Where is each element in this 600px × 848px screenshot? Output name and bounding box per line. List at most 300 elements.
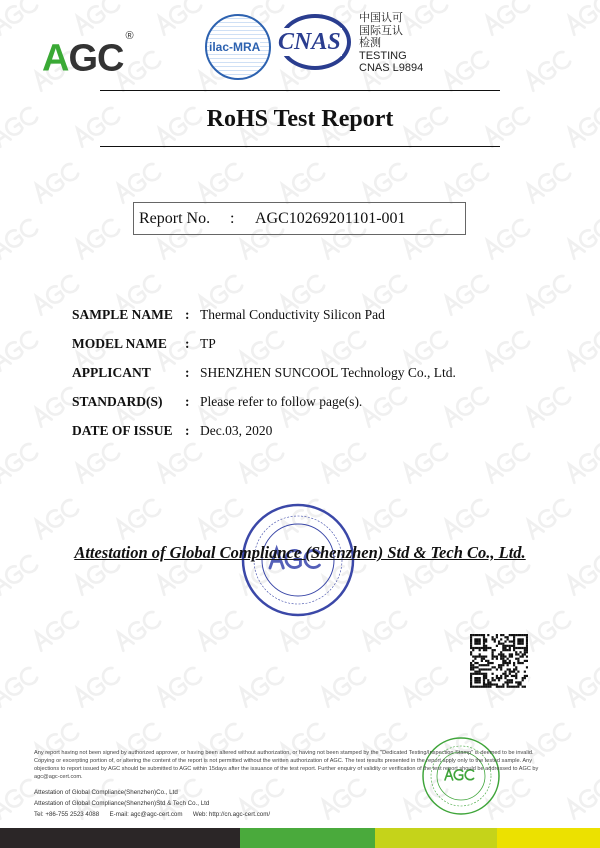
qr-module [509, 656, 511, 658]
qr-module [472, 647, 474, 649]
qr-module [481, 658, 483, 660]
qr-module [487, 668, 489, 670]
qr-module [483, 686, 485, 688]
qr-module [507, 645, 509, 647]
qr-module [519, 640, 521, 642]
qr-module [494, 683, 496, 685]
qr-module [494, 679, 496, 681]
ilac-logo-text: ilac-MRA [209, 40, 261, 54]
page-title: RoHS Test Report [206, 106, 394, 132]
qr-module [515, 658, 517, 660]
qr-module [519, 651, 521, 653]
qr-module [522, 686, 524, 688]
qr-module [504, 656, 506, 658]
qr-module [500, 675, 502, 677]
watermark-mark [0, 777, 39, 819]
qr-module [507, 636, 509, 638]
qr-module [474, 679, 476, 681]
agc-logo-gc: GC [68, 37, 124, 80]
watermark-mark [564, 329, 600, 371]
qr-module [517, 640, 519, 642]
qr-module [496, 677, 498, 679]
qr-module [476, 679, 478, 681]
qr-module [526, 656, 528, 658]
qr-module [476, 656, 478, 658]
qr-module [489, 668, 491, 670]
qr-module [524, 653, 526, 655]
qr-module [485, 647, 487, 649]
qr-module [483, 681, 485, 683]
qr-module [515, 647, 517, 649]
qr-module [472, 634, 474, 636]
qr-module [492, 677, 494, 679]
qr-module [500, 638, 502, 640]
qr-module [504, 640, 506, 642]
qr-module [485, 686, 487, 688]
qr-module [522, 643, 524, 645]
qr-module [507, 686, 509, 688]
qr-module [526, 666, 528, 668]
field-sample-name [72, 307, 532, 325]
qr-module [511, 634, 513, 636]
report-no-label: Report No. [139, 210, 211, 227]
field-colon: : [185, 365, 190, 380]
watermark-mark [72, 665, 121, 707]
report-no-value: AGC10269201101-001 [255, 210, 406, 227]
watermark-mark [195, 609, 244, 651]
qr-module [483, 668, 485, 670]
qr-module [479, 653, 481, 655]
qr-module [487, 681, 489, 683]
qr-module [479, 656, 481, 658]
watermark-mark [113, 609, 162, 651]
qr-module [479, 673, 481, 675]
watermark-mark [0, 329, 39, 371]
watermark-mark [441, 497, 490, 539]
qr-module [483, 638, 485, 640]
footer-web[interactable]: Web: http://cn.agc-cert.com/ [192, 811, 271, 818]
qr-module [470, 664, 472, 666]
qr-module [476, 640, 478, 642]
qr-module [504, 662, 506, 664]
watermark-mark [31, 161, 80, 203]
cnas-line: 中国认可 [359, 12, 403, 24]
qr-module [524, 677, 526, 679]
qr-module [474, 681, 476, 683]
qr-module [526, 675, 528, 677]
qr-module [511, 656, 513, 658]
watermark-mark [318, 777, 367, 819]
qr-module [485, 660, 487, 662]
report-number-box [133, 202, 466, 235]
watermark-mark [72, 441, 121, 483]
qr-module [500, 656, 502, 658]
qr-module [474, 656, 476, 658]
qr-module [470, 643, 472, 645]
qr-module [487, 686, 489, 688]
qr-module [494, 638, 496, 640]
watermark-mark [236, 665, 285, 707]
qr-module [470, 651, 472, 653]
watermark-mark [31, 609, 80, 651]
qr-module [496, 645, 498, 647]
qr-module [476, 671, 478, 673]
divider [100, 90, 500, 91]
qr-module [483, 645, 485, 647]
qr-module [524, 651, 526, 653]
qr-module [474, 643, 476, 645]
qr-module [474, 634, 476, 636]
watermark-mark [154, 441, 203, 483]
qr-module [524, 671, 526, 673]
qr-module [500, 666, 502, 668]
qr-module [470, 668, 472, 670]
qr-module [519, 683, 521, 685]
qr-module [504, 675, 506, 677]
watermark-mark [0, 0, 39, 35]
qr-module [492, 662, 494, 664]
qr-module [470, 677, 472, 679]
qr-module [483, 647, 485, 649]
qr-module [492, 673, 494, 675]
qr-module [498, 664, 500, 666]
qr-module [504, 681, 506, 683]
qr-module [496, 683, 498, 685]
watermark-mark [564, 441, 600, 483]
qr-module [526, 649, 528, 651]
qr-module [496, 634, 498, 636]
qr-module [500, 677, 502, 679]
qr-module [470, 683, 472, 685]
qr-module [483, 649, 485, 651]
watermark-mark [195, 161, 244, 203]
qr-module [498, 679, 500, 681]
qr-module [502, 662, 504, 664]
qr-module [513, 671, 515, 673]
qr-module [470, 645, 472, 647]
qr-module [479, 681, 481, 683]
qr-module [498, 640, 500, 642]
qr-module [470, 681, 472, 683]
qr-module [476, 666, 478, 668]
divider [100, 146, 500, 147]
qr-module [500, 643, 502, 645]
cnas-line: CNAS L9894 [359, 62, 424, 74]
qr-module [479, 668, 481, 670]
qr-module [485, 638, 487, 640]
qr-module [470, 634, 472, 636]
qr-module [513, 662, 515, 664]
qr-module [500, 658, 502, 660]
qr-module [494, 640, 496, 642]
qr-module [489, 662, 491, 664]
qr-module [479, 664, 481, 666]
watermark-mark [482, 441, 531, 483]
qr-module [492, 679, 494, 681]
field-colon: : [185, 423, 190, 438]
qr-module [502, 673, 504, 675]
qr-module [494, 666, 496, 668]
qr-module [470, 640, 472, 642]
qr-module [519, 634, 521, 636]
qr-module [515, 651, 517, 653]
qr-module [470, 666, 472, 668]
qr-module [483, 683, 485, 685]
qr-module [485, 683, 487, 685]
qr-module [502, 658, 504, 660]
qr-module [502, 664, 504, 666]
qr-module [504, 671, 506, 673]
qr-module [517, 658, 519, 660]
qr-module [479, 640, 481, 642]
watermark-mark [154, 0, 203, 35]
qr-module [483, 640, 485, 642]
qr-module [487, 660, 489, 662]
qr-module [517, 660, 519, 662]
qr-module [524, 675, 526, 677]
qr-module [483, 673, 485, 675]
cnas-logo-text: CNAS [278, 29, 341, 55]
qr-module [515, 686, 517, 688]
qr-module [476, 643, 478, 645]
qr-module [515, 668, 517, 670]
qr-module [515, 681, 517, 683]
qr-module [509, 668, 511, 670]
qr-module [515, 666, 517, 668]
qr-module [526, 640, 528, 642]
qr-module [513, 686, 515, 688]
qr-module [524, 660, 526, 662]
qr-module [524, 686, 526, 688]
qr-module [474, 658, 476, 660]
qr-module [496, 658, 498, 660]
qr-module [522, 638, 524, 640]
qr-module [492, 653, 494, 655]
qr-module [481, 668, 483, 670]
qr-module [513, 640, 515, 642]
qr-module [517, 662, 519, 664]
qr-module [498, 643, 500, 645]
qr-module [492, 656, 494, 658]
watermark-mark [400, 665, 449, 707]
footer-company-1: Attestation of Global Compliance(Shenzhen)Co., Ltd [34, 789, 178, 796]
qr-module [481, 660, 483, 662]
qr-module [500, 651, 502, 653]
field-model-name [72, 336, 532, 354]
watermark-mark [359, 161, 408, 203]
qr-module [481, 647, 483, 649]
qr-module [526, 651, 528, 653]
qr-module [509, 660, 511, 662]
qr-module [485, 673, 487, 675]
field-label: DATE OF ISSUE [72, 423, 173, 438]
cnas-line: TESTING [359, 49, 407, 62]
agc-logo-a: A [42, 37, 69, 80]
qr-module [487, 662, 489, 664]
qr-module [517, 686, 519, 688]
qr-module [513, 675, 515, 677]
field-value: Please refer to follow page(s). [200, 394, 363, 409]
qr-module [472, 666, 474, 668]
qr-module [476, 647, 478, 649]
watermark-mark [441, 49, 490, 91]
qr-module [479, 677, 481, 679]
qr-module [522, 662, 524, 664]
qr-module [487, 679, 489, 681]
qr-module [500, 653, 502, 655]
qr-module [511, 681, 513, 683]
field-date-of-issue [72, 423, 532, 441]
qr-module [513, 645, 515, 647]
qr-module [489, 686, 491, 688]
qr-module [502, 653, 504, 655]
qr-module [513, 664, 515, 666]
qr-module [502, 686, 504, 688]
qr-module [474, 647, 476, 649]
qr-module [511, 675, 513, 677]
qr-module [515, 634, 517, 636]
qr-module [517, 653, 519, 655]
qr-module [526, 636, 528, 638]
watermark-mark [400, 441, 449, 483]
qr-module [507, 679, 509, 681]
disclaimer-text: Any report having not been signed by authorized approver, or having been altered without authorization, or having not been stamped by the "Dedicated Testing/Inspection Stamp" is deemed to be invalid. Copying or excerpting portion of, or altering the content of the report is not permitted without the written authorization of AGC. The test results presented in the report apply only to the tested sample. Any objections to report issued by AGC should be submitted to AGC within 15days after the issuance of the test report. Further enquiry of validity or verification of the test report should be addressed to AGC by agc@agc-cert.com. [34, 750, 539, 780]
watermark-mark [0, 665, 39, 707]
qr-module [515, 653, 517, 655]
footer-bar-lime [375, 828, 497, 848]
watermark-mark [0, 217, 39, 259]
qr-module [517, 634, 519, 636]
qr-module [472, 668, 474, 670]
qr-module [522, 653, 524, 655]
field-value: SHENZHEN SUNCOOL Technology Co., Ltd. [200, 365, 456, 380]
qr-module [522, 679, 524, 681]
qr-module [519, 681, 521, 683]
qr-module [509, 640, 511, 642]
qr-module [522, 656, 524, 658]
qr-module [498, 677, 500, 679]
qr-module [526, 660, 528, 662]
watermark-mark [113, 497, 162, 539]
watermark-mark [359, 609, 408, 651]
footer-bar-green [240, 828, 375, 848]
qr-module [483, 656, 485, 658]
qr-module [500, 686, 502, 688]
registered-mark: ® [125, 30, 133, 42]
qr-module [474, 673, 476, 675]
qr-module [483, 677, 485, 679]
qr-module [507, 658, 509, 660]
qr-module [483, 636, 485, 638]
qr-module [500, 664, 502, 666]
qr-module [479, 647, 481, 649]
qr-module [509, 681, 511, 683]
field-colon: : [185, 307, 190, 322]
watermark-mark [523, 609, 572, 651]
qr-module [470, 636, 472, 638]
qr-module [509, 653, 511, 655]
qr-module [504, 647, 506, 649]
footer-company-2: Attestation of Global Compliance(Shenzhen)Std & Tech Co., Ltd [34, 800, 210, 807]
qr-module [513, 636, 515, 638]
qr-module [474, 686, 476, 688]
qr-module [507, 664, 509, 666]
qr-module [496, 668, 498, 670]
qr-module [492, 636, 494, 638]
qr-module [517, 681, 519, 683]
qr-module [496, 675, 498, 677]
qr-module [483, 643, 485, 645]
field-applicant [72, 365, 532, 383]
qr-module [479, 679, 481, 681]
qr-module [479, 686, 481, 688]
qr-module [492, 638, 494, 640]
watermark-mark [564, 0, 600, 35]
qr-module [502, 645, 504, 647]
qr-module [504, 649, 506, 651]
qr-module [476, 634, 478, 636]
watermark-mark [277, 161, 326, 203]
qr-module [485, 668, 487, 670]
qr-module [522, 647, 524, 649]
qr-module [498, 686, 500, 688]
qr-module [519, 638, 521, 640]
watermark-mark [564, 777, 600, 819]
qr-module [476, 681, 478, 683]
qr-module [511, 671, 513, 673]
footer-bar-yellow [497, 828, 600, 848]
field-value: TP [200, 336, 216, 351]
qr-module [526, 647, 528, 649]
qr-module [519, 656, 521, 658]
qr-module [483, 634, 485, 636]
qr-module [485, 675, 487, 677]
qr-module [470, 679, 472, 681]
footer-email: E-mail: agc@agc-cert.com [109, 811, 183, 818]
watermark-mark [564, 217, 600, 259]
qr-module [515, 677, 517, 679]
qr-module [507, 675, 509, 677]
qr-module [489, 647, 491, 649]
qr-module [494, 649, 496, 651]
qr-module [483, 658, 485, 660]
qr-module [504, 673, 506, 675]
ilac-mra-logo [205, 14, 271, 80]
cnas-line: 国际互认 [359, 24, 403, 37]
qr-module [502, 660, 504, 662]
qr-module [496, 686, 498, 688]
watermark-mark [113, 161, 162, 203]
qr-module [504, 660, 506, 662]
qr-module [489, 683, 491, 685]
qr-module [485, 649, 487, 651]
qr-module [513, 634, 515, 636]
qr-module [517, 671, 519, 673]
qr-module [498, 666, 500, 668]
qr-module [502, 643, 504, 645]
qr-module [504, 645, 506, 647]
qr-module [470, 662, 472, 664]
qr-module [509, 679, 511, 681]
qr-module [511, 653, 513, 655]
qr-module [519, 647, 521, 649]
qr-module [507, 649, 509, 651]
watermark-mark [195, 497, 244, 539]
qr-module [483, 675, 485, 677]
qr-module [502, 634, 504, 636]
qr-module [470, 673, 472, 675]
qr-module [496, 656, 498, 658]
